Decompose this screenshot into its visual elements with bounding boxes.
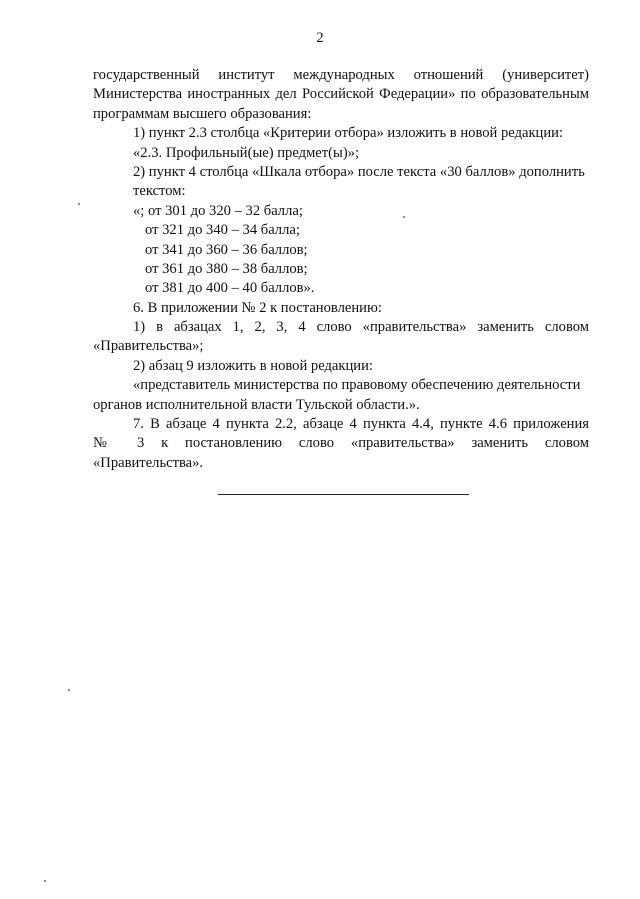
text-line: от 321 до 340 – 34 балла; bbox=[145, 222, 300, 239]
text-line: «Правительства»; bbox=[93, 338, 204, 355]
text-line: «; от 301 до 320 – 32 балла; bbox=[133, 202, 303, 219]
text-line: от 361 до 380 – 38 баллов; bbox=[145, 260, 308, 277]
text-line: текстом: bbox=[133, 183, 186, 200]
text-line: 2) абзац 9 изложить в новой редакции: bbox=[133, 357, 373, 374]
scan-speck bbox=[403, 216, 405, 218]
text-line: государственный институт международных отношений (университет) bbox=[93, 67, 589, 83]
text-line: органов исполнительной власти Тульской области.». bbox=[93, 396, 420, 413]
text-line: от 381 до 400 – 40 баллов». bbox=[145, 280, 315, 297]
text-line: «2.3. Профильный(ые) предмет(ы)»; bbox=[133, 144, 360, 161]
text-line: от 341 до 360 – 36 баллов; bbox=[145, 241, 308, 258]
scan-speck bbox=[68, 689, 70, 691]
page-number: 2 bbox=[316, 30, 324, 46]
text-line: «Правительства». bbox=[93, 454, 204, 471]
text-line: 6. В приложении № 2 к постановлению: bbox=[133, 299, 382, 316]
text-line: 2) пункт 4 столбца «Шкала отбора» после текста «30 баллов» дополнить bbox=[133, 163, 585, 180]
text-line: программам высшего образования: bbox=[93, 105, 312, 122]
document-body bbox=[93, 66, 589, 473]
text-line: 7. В абзаце 4 пункта 2.2, абзаце 4 пункта 4.4, пункте 4.6 приложения bbox=[133, 416, 589, 433]
text-line: «представитель министерства по правовому обеспечению деятельности bbox=[133, 377, 581, 394]
scan-speck bbox=[78, 203, 80, 205]
text-line: № 3 к постановлению слово «правительства» заменить словом bbox=[93, 435, 589, 452]
text-line: 1) пункт 2.3 столбца «Критерии отбора» изложить в новой редакции: bbox=[133, 125, 564, 142]
end-divider bbox=[218, 494, 469, 495]
text-line: Министерства иностранных дел Российской Федерации» по образовательным bbox=[93, 86, 589, 103]
scan-speck bbox=[44, 880, 46, 882]
text-line: 1) в абзацах 1, 2, 3, 4 слово «правительства» заменить словом bbox=[133, 319, 589, 336]
